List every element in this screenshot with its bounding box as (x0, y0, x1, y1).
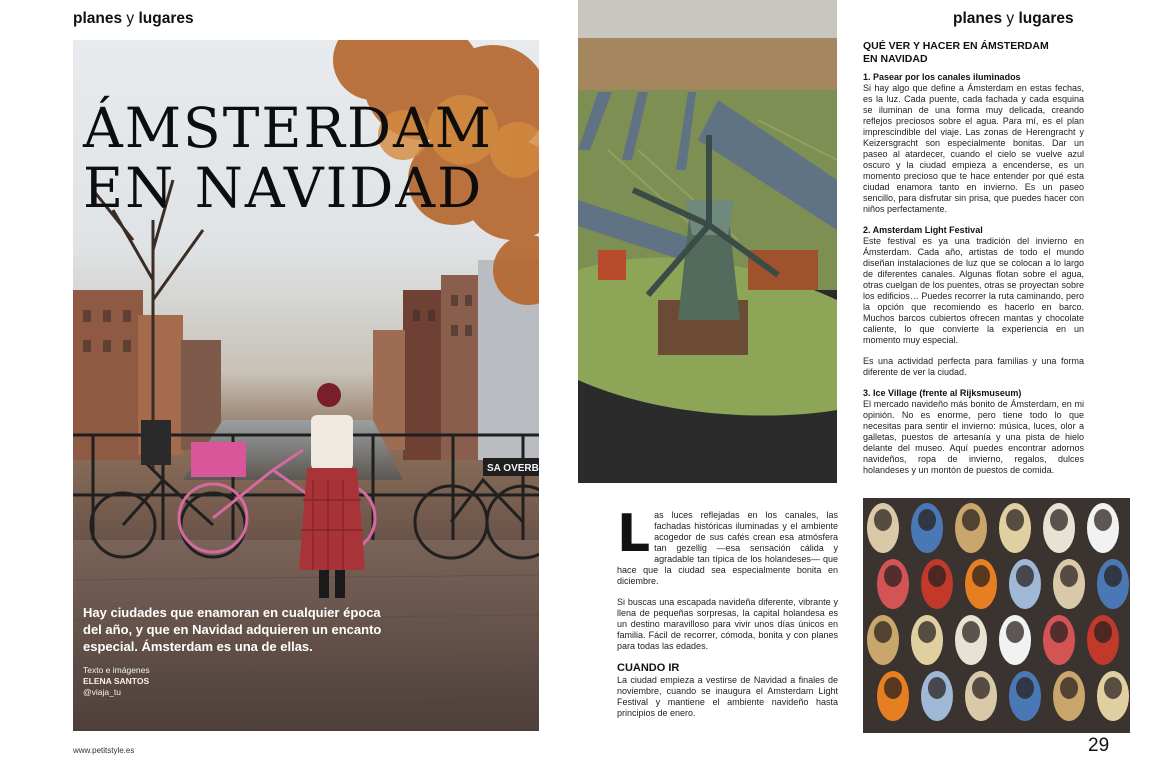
clog (921, 671, 953, 721)
clog (1009, 671, 1041, 721)
clog (1087, 503, 1119, 553)
clog (999, 615, 1031, 665)
clog (877, 559, 909, 609)
clog (867, 615, 899, 665)
clog (921, 559, 953, 609)
page-number: 29 (1088, 735, 1110, 756)
credit-name: ELENA SANTOS (83, 676, 150, 686)
building (441, 275, 481, 460)
guide-heading-line2: EN NAVIDAD (863, 53, 928, 65)
clogs-scene (863, 498, 1130, 733)
guide-item-title: 1. Pasear por los canales iluminados (863, 72, 1021, 82)
shed-roof (598, 250, 626, 280)
guide-item-text: Si hay algo que define a Ámsterdam en estas fechas, es la luz. Cada puente, cada fachada y cada esquina se iluminan de una forma muy delicada, creando reflejos preciosos sobre el agua. Para mí, es el plan imprescindible del viaje. Las zonas de Herengracht y Keizersgracht son especialmente bonitas. Dar un paseo al atardecer, cuando el cielo se vuelve azul oscuro y la ciudad empieza a encenderse, es un momento precioso que te hace entender por qué esta ciudad enamora tanto en invierno. Es un paseo sencillo, para disfrutar sin prisa, que puedes hacer con niños perfectamente. (863, 83, 1084, 214)
clog (965, 559, 997, 609)
guide-item-title: 3. Ice Village (frente al Rijksmuseum) (863, 388, 1022, 398)
section-header-left (73, 10, 194, 28)
clog (877, 671, 909, 721)
section-header-word1: planes (73, 10, 123, 27)
guide-item-text: Este festival es ya una tradición del invierno en Ámsterdam. Cada año, artistas de todo el mundo diseñan instalaciones de luz que se colocan a lo largo de diferentes canales. Algunas flotan sobre el agua, otras cuelgan de los puentes, otras se proyectan sobre los edificios… Puedes recorrer la ruta caminando, pero la opción que recomiendo es hacerlo en barco. Muchos barcos cubiertos ofrecen mantas y chocolate caliente, lo que convierte la experiencia en un momento muy especial. (863, 236, 1084, 345)
clog (1087, 615, 1119, 665)
clog (1043, 615, 1075, 665)
clog (1097, 559, 1129, 609)
when-heading: CUANDO IR (617, 662, 680, 674)
trash-bin (141, 420, 171, 465)
hero-photo (73, 40, 539, 731)
barn-roof (748, 250, 818, 290)
hero-title (83, 98, 533, 218)
bike-basket (191, 442, 246, 477)
clogs-photo (863, 498, 1130, 733)
when-text: La ciudad empieza a vestirse de Navidad a finales de noviembre, cuando se inaugura el Amsterdam Light Festival y mantiene el ambiente navideño hasta principios de enero. (617, 675, 838, 718)
clog (867, 503, 899, 553)
woman-figure (299, 383, 365, 598)
footer-url: www.petitstyle.es (73, 746, 135, 755)
guide-heading-line1: QUÉ VER Y HACER EN ÁMSTERDAM (863, 40, 1049, 52)
intro-paragraph (617, 504, 838, 587)
guide-item-text: Es una actividad perfecta para familias y una forma diferente de ver la ciudad. (863, 356, 1084, 377)
guide-heading (863, 40, 1084, 66)
windmill-photo (578, 0, 837, 483)
section-header-word2: y (126, 10, 135, 27)
hero-title-line2: EN NAVIDAD (83, 156, 484, 220)
clog (911, 503, 943, 553)
section-header-word2: y (1006, 10, 1015, 27)
clog (1053, 671, 1085, 721)
photo-credit (83, 665, 150, 698)
section-header-word3: lugares (138, 10, 194, 27)
section-header-word3: lugares (1018, 10, 1074, 27)
credit-handle: @viaja_tu (83, 687, 121, 697)
section-header-right (953, 10, 1074, 28)
guide-column (863, 40, 1084, 486)
drop-cap: L (617, 504, 651, 564)
intro-text: as luces reflejadas en los canales, las fachadas históricas iluminadas y el ambiente acogedor de sus cafés crean esa atmósfera tan gezellig —esa sensación cálida y agradable tan típica de los holandeses— que hace que la ciudad sea especialmente bonita en diciembre. (617, 510, 838, 586)
intro-column (617, 504, 838, 729)
windmill-scene (578, 0, 837, 483)
clog (955, 615, 987, 665)
hero-title-line1: ÁMSTERDAM (83, 96, 494, 160)
section-header-word1: planes (953, 10, 1003, 27)
guide-item-text: El mercado navideño más bonito de Ámsterdam, en mi opinión. No es enorme, pero tiene todo lo que necesitas para sentir el invierno: música, luces, olor a galletas, puestos de artesanía y una pista de hielo delante del museo. Aquí puedes encontrar adornos navideños, ropa de invierno, regalos, dulces holandeses y un montón de puestos de comida. (863, 399, 1084, 475)
fields-far (578, 38, 837, 93)
clog (1009, 559, 1041, 609)
guide-item-title: 2. Amsterdam Light Festival (863, 225, 983, 235)
sign-text: SA OVERB (487, 463, 539, 474)
intro-paragraph: Si buscas una escapada navideña diferente, vibrante y llena de pequeñas sorpresas, la capital holandesa es un destino maravilloso para vivir unos días únicos en familia. Fácil de recorrer, cómoda, bonita y con planes para todas las edades. (617, 597, 838, 651)
credit-label: Texto e imágenes (83, 665, 150, 675)
clog (911, 615, 943, 665)
clog (965, 671, 997, 721)
clog (1043, 503, 1075, 553)
clog (955, 503, 987, 553)
clog (999, 503, 1031, 553)
clog (1053, 559, 1085, 609)
hero-lead: Hay ciudades que enamoran en cualquier época del año, y que en Navidad adquieren un encanto especial. Ámsterdam es una de ellas. (83, 605, 382, 654)
clog (1097, 671, 1129, 721)
